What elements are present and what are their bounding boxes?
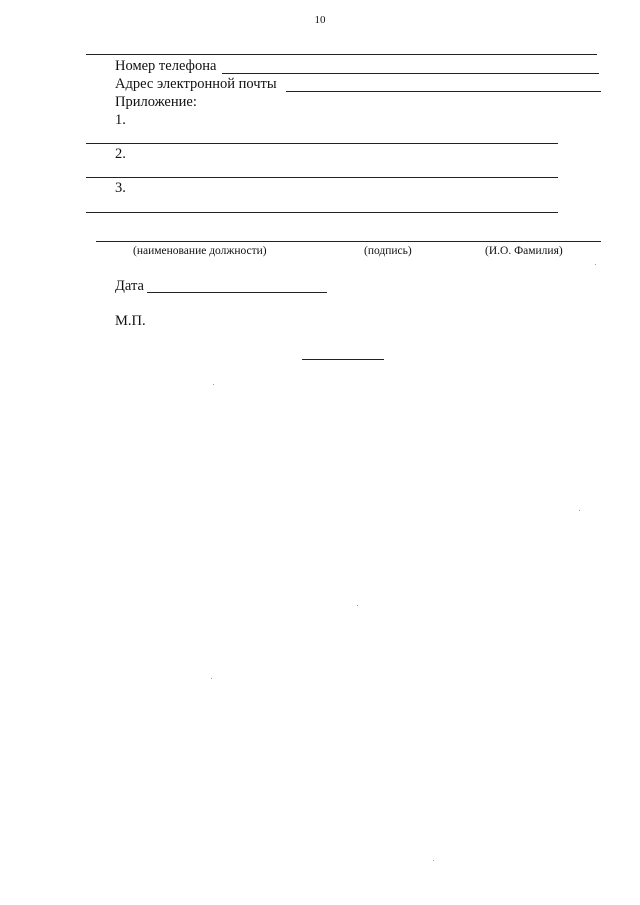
attachment-item-1: 1.	[115, 112, 126, 128]
date-field-line[interactable]	[147, 292, 327, 293]
attachment-item-3: 3.	[115, 180, 126, 196]
attachment-line-3[interactable]	[86, 212, 558, 213]
date-label: Дата	[115, 278, 144, 294]
email-field-line[interactable]	[286, 91, 601, 92]
scan-speck	[595, 264, 596, 265]
phone-field-line[interactable]	[222, 73, 599, 74]
top-rule	[86, 54, 597, 55]
page-number: 10	[314, 14, 326, 26]
position-caption: (наименование должности)	[133, 245, 267, 257]
scan-speck	[213, 384, 214, 385]
attachment-item-2: 2.	[115, 146, 126, 162]
attachment-line-2[interactable]	[86, 177, 558, 178]
attachment-line-1[interactable]	[86, 143, 558, 144]
scan-speck	[357, 605, 358, 606]
stamp-label: М.П.	[115, 313, 146, 329]
signature-caption: (подпись)	[364, 245, 412, 257]
signature-rule[interactable]	[96, 241, 601, 242]
name-caption: (И.О. Фамилия)	[485, 245, 563, 257]
scan-speck	[211, 678, 212, 679]
scan-speck	[579, 510, 580, 511]
end-separator	[302, 359, 384, 360]
phone-label: Номер телефона	[115, 58, 217, 74]
attachments-heading: Приложение:	[115, 94, 197, 110]
scan-speck	[433, 860, 434, 861]
email-label: Адрес электронной почты	[115, 76, 277, 92]
